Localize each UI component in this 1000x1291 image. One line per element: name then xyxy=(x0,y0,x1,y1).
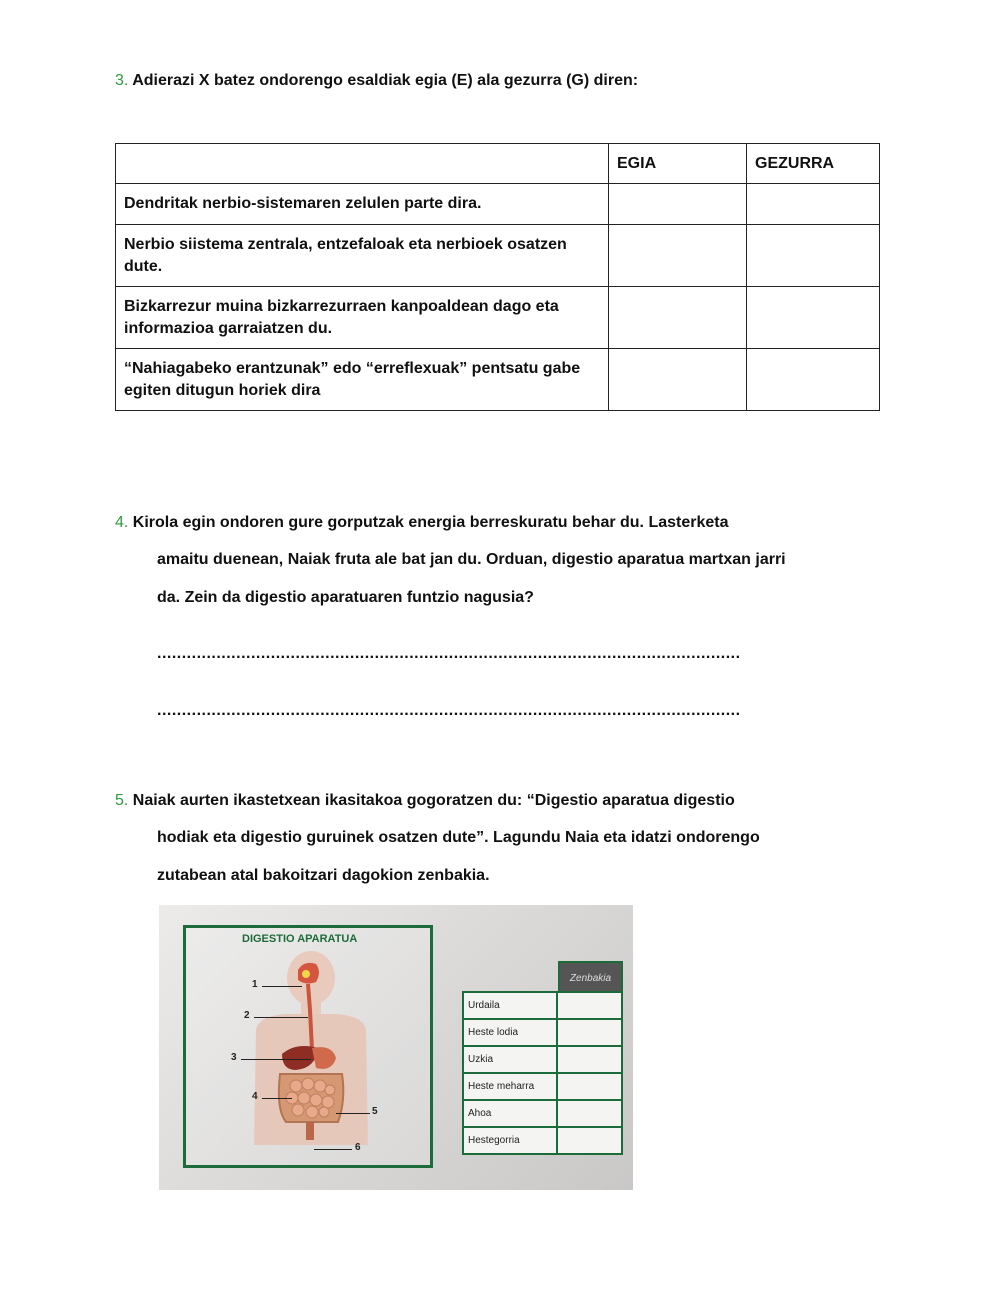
diagram-frame xyxy=(183,925,433,1168)
answer-line-2[interactable]: ...................................................................................................................... xyxy=(157,702,741,719)
statement-cell: Bizkarrezur muina bizkarrezurraen kanpoaldean dago eta informazioa garraiatzen du. xyxy=(116,287,609,349)
list-item xyxy=(463,1127,622,1154)
q3-number: 3. xyxy=(115,72,129,89)
header-blank xyxy=(116,144,609,184)
true-false-table xyxy=(115,143,880,411)
gezurra-answer-cell[interactable] xyxy=(747,287,880,349)
q5-line3: zutabean atal bakoitzari dagokion zenbakia. xyxy=(157,867,490,884)
diagram-title: DIGESTIO APARATUA xyxy=(242,933,358,945)
leader-line xyxy=(241,1059,311,1060)
q3-heading xyxy=(115,71,638,91)
diagram-number-2: 2 xyxy=(244,1010,250,1021)
part-label: Uzkia xyxy=(463,1046,557,1073)
list-item xyxy=(463,1073,622,1100)
header-egia: EGIA xyxy=(609,144,747,184)
egia-answer-cell[interactable] xyxy=(609,349,747,411)
number-answer-cell[interactable] xyxy=(557,1046,622,1073)
leader-line xyxy=(254,1017,308,1018)
diagram-number-5: 5 xyxy=(372,1106,378,1117)
number-answer-cell[interactable] xyxy=(557,992,622,1019)
q4-line1: Kirola egin ondoren gure gorputzak energia berreskuratu behar du. Lasterketa xyxy=(132,514,729,531)
gezurra-answer-cell[interactable] xyxy=(747,349,880,411)
q5-line1: Naiak aurten ikastetxean ikasitakoa gogoratzen du: “Digestio aparatua digestio xyxy=(132,792,735,809)
q4-number: 4. xyxy=(115,514,129,531)
part-label: Urdaila xyxy=(463,992,557,1019)
table-row xyxy=(116,349,880,411)
header-gezurra: GEZURRA xyxy=(747,144,880,184)
diagram-number-3: 3 xyxy=(231,1052,237,1063)
number-answer-cell[interactable] xyxy=(557,1127,622,1154)
list-item xyxy=(463,992,622,1019)
leader-line xyxy=(262,1098,292,1099)
statement-cell: “Nahiagabeko erantzunak” edo “erreflexuak” pentsatu gabe egiten ditugun horiek dira xyxy=(116,349,609,411)
list-item xyxy=(463,1100,622,1127)
egia-answer-cell[interactable] xyxy=(609,225,747,287)
part-label: Heste meharra xyxy=(463,1073,557,1100)
q5-heading xyxy=(115,791,735,811)
leader-line xyxy=(336,1113,370,1114)
egia-answer-cell[interactable] xyxy=(609,184,747,225)
number-answer-cell[interactable] xyxy=(557,1073,622,1100)
diagram-number-4: 4 xyxy=(252,1091,258,1102)
diagram-number-1: 1 xyxy=(252,979,258,990)
part-label: Ahoa xyxy=(463,1100,557,1127)
zenbakia-column-header: Zenbakia xyxy=(558,961,623,995)
q4-heading xyxy=(115,513,729,533)
q5-line2: hodiak eta digestio guruinek osatzen dute”. Lagundu Naia eta idatzi ondorengo xyxy=(157,829,760,846)
digestive-system-photo xyxy=(159,905,633,1190)
list-item xyxy=(463,1019,622,1046)
table-row xyxy=(116,184,880,225)
diagram-number-6: 6 xyxy=(355,1142,361,1153)
statement-cell: Dendritak nerbio-sistemaren zelulen parte dira. xyxy=(116,184,609,225)
human-torso-illustration xyxy=(246,950,376,1160)
number-answer-cell[interactable] xyxy=(557,1019,622,1046)
parts-number-table xyxy=(462,991,623,1155)
egia-answer-cell[interactable] xyxy=(609,287,747,349)
gezurra-answer-cell[interactable] xyxy=(747,184,880,225)
table-header-row xyxy=(116,144,880,184)
part-label: Heste lodia xyxy=(463,1019,557,1046)
table-row xyxy=(116,287,880,349)
q3-text: Adierazi X batez ondorengo esaldiak egia (E) ala gezurra (G) diren: xyxy=(132,72,639,89)
leader-line xyxy=(262,986,302,987)
q4-line2: amaitu duenean, Naiak fruta ale bat jan du. Orduan, digestio aparatua martxan jarri xyxy=(157,551,786,568)
part-label: Hestegorria xyxy=(463,1127,557,1154)
statement-cell: Nerbio siistema zentrala, entzefaloak eta nerbioek osatzen dute. xyxy=(116,225,609,287)
q5-number: 5. xyxy=(115,792,129,809)
answer-line-1[interactable]: ...................................................................................................................... xyxy=(157,645,741,662)
q4-line3: da. Zein da digestio aparatuaren funtzio nagusia? xyxy=(157,589,534,606)
table-row xyxy=(116,225,880,287)
number-answer-cell[interactable] xyxy=(557,1100,622,1127)
gezurra-answer-cell[interactable] xyxy=(747,225,880,287)
list-item xyxy=(463,1046,622,1073)
leader-line xyxy=(314,1149,352,1150)
